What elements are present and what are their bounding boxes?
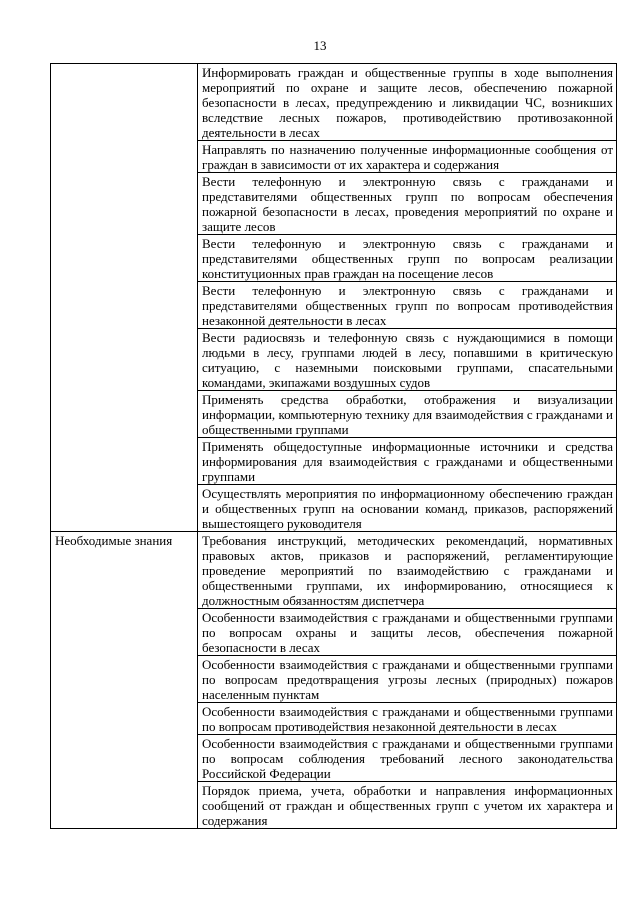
table-row: [51, 532, 617, 609]
requirement-text: Вести телефонную и электронную связь с гражданами и представителями общественных групп по вопросам противодействия незаконной деятельности в лесах: [198, 282, 617, 329]
requirement-text: Особенности взаимодействия с гражданами и общественными группами по вопросам охраны и защиты лесов, обеспечения пожарной безопасности в лесах: [198, 609, 617, 656]
requirement-text: Вести телефонную и электронную связь с гражданами и представителями общественных групп по вопросам реализации конституционных прав граждан на посещение лесов: [198, 235, 617, 282]
competency-table: [50, 63, 617, 829]
section-label: [51, 64, 198, 532]
page-number: 13: [313, 38, 327, 53]
requirement-text: Требования инструкций, методических рекомендаций, нормативных правовых актов, приказов и распоряжений, регламентирующие проведение мероприятий по взаимодействию с гражданами и общественными группами, их информированию, относящиеся к должностным обязанностям диспетчера: [198, 532, 617, 609]
requirement-text: Вести телефонную и электронную связь с гражданами и представителями общественных групп по вопросам обеспечения пожарной безопасности в лесах, проведения мероприятий по охране и защите лесов: [198, 173, 617, 235]
requirement-text: Применять общедоступные информационные источники и средства информирования для взаимодействия с гражданами и общественными группами: [198, 438, 617, 485]
table-row: [51, 64, 617, 141]
requirement-text: Применять средства обработки, отображения и визуализации информации, компьютерную технику для взаимодействия с гражданами и общественными группами: [198, 391, 617, 438]
requirement-text: Особенности взаимодействия с гражданами и общественными группами по вопросам противодействия незаконной деятельности в лесах: [198, 703, 617, 735]
requirement-text: Вести радиосвязь и телефонную связь с нуждающимися в помощи людьми в лесу, группами людей в лесу, попавшими в критическую ситуацию, с наземными поисковыми группами, спасательными командами, экипажами воздушных судов: [198, 329, 617, 391]
requirement-text: Особенности взаимодействия с гражданами и общественными группами по вопросам предотвращения угрозы лесных (природных) пожаров населенным пунктам: [198, 656, 617, 703]
requirement-text: Направлять по назначению полученные информационные сообщения от граждан в зависимости от их характера и содержания: [198, 141, 617, 173]
requirement-text: Информировать граждан и общественные группы в ходе выполнения мероприятий по охране и защите лесов, обеспечению пожарной безопасности в лесах, предупреждению и ликвидации ЧС, возникших вследствие лесных пожаров, противодействию противозаконной деятельности в лесах: [198, 64, 617, 141]
requirement-text: Осуществлять мероприятия по информационному обеспечению граждан и общественных групп на основании команд, приказов, распоряжений вышестоящего руководителя: [198, 485, 617, 532]
requirement-text: Порядок приема, учета, обработки и направления информационных сообщений от граждан и общественных групп с учетом их характера и содержания: [198, 782, 617, 829]
competency-table-body: [51, 64, 617, 829]
requirement-text: Особенности взаимодействия с гражданами и общественными группами по вопросам соблюдения требований лесного законодательства Российской Федерации: [198, 735, 617, 782]
section-label: Необходимые знания: [51, 532, 198, 829]
